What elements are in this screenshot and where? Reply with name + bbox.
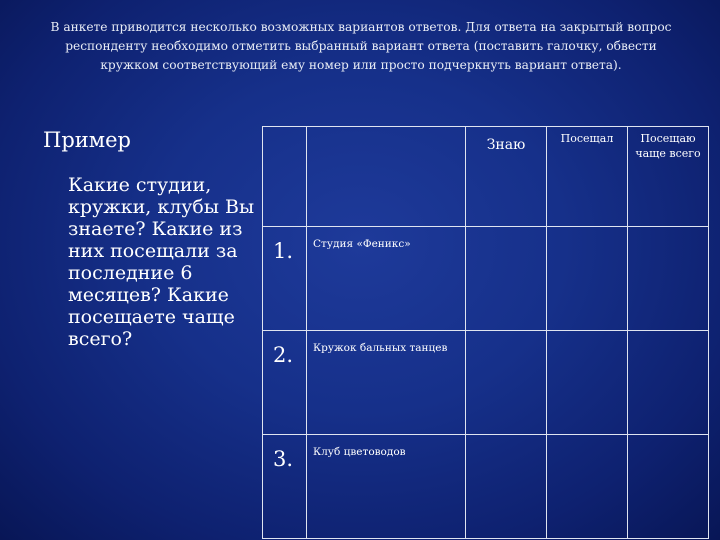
table-row	[263, 331, 709, 435]
row-name: Студия «Феникс»	[307, 227, 466, 331]
table-row	[263, 435, 709, 539]
table-header-row	[263, 127, 709, 227]
header-empty-cell	[263, 127, 307, 227]
answer-cell-visit-most[interactable]	[628, 435, 709, 539]
table-row	[263, 227, 709, 331]
header-know: Знаю	[466, 127, 547, 227]
row-name: Клуб цветоводов	[307, 435, 466, 539]
answer-cell-visited[interactable]	[547, 227, 628, 331]
row-number: 3.	[263, 435, 307, 539]
answer-cell-visit-most[interactable]	[628, 227, 709, 331]
header-visit-most: Посещаю чаще всего	[628, 127, 709, 227]
question-text: Какие студии, кружки, клубы Вы знаете? Какие из них посещали за последние 6 месяцев? Какие посещаете чаще всего?	[68, 174, 255, 350]
answer-cell-know[interactable]	[466, 331, 547, 435]
answer-cell-visited[interactable]	[547, 435, 628, 539]
header-empty-cell	[307, 127, 466, 227]
answer-cell-know[interactable]	[466, 435, 547, 539]
answer-cell-know[interactable]	[466, 227, 547, 331]
answer-cell-visited[interactable]	[547, 331, 628, 435]
row-number: 2.	[263, 331, 307, 435]
row-number: 1.	[263, 227, 307, 331]
row-name: Кружок бальных танцев	[307, 331, 466, 435]
header-visited: Посещал	[547, 127, 628, 227]
intro-text: В анкете приводится несколько возможных вариантов ответов. Для ответа на закрытый вопрос респонденту необходимо отметить выбранный вариант ответа (поставить галочку, обвести кружком соответствующий ему номер или просто подчеркнуть вариант ответа).	[50, 20, 672, 72]
answer-cell-visit-most[interactable]	[628, 331, 709, 435]
example-heading: Пример	[43, 128, 131, 152]
survey-table	[262, 126, 709, 539]
